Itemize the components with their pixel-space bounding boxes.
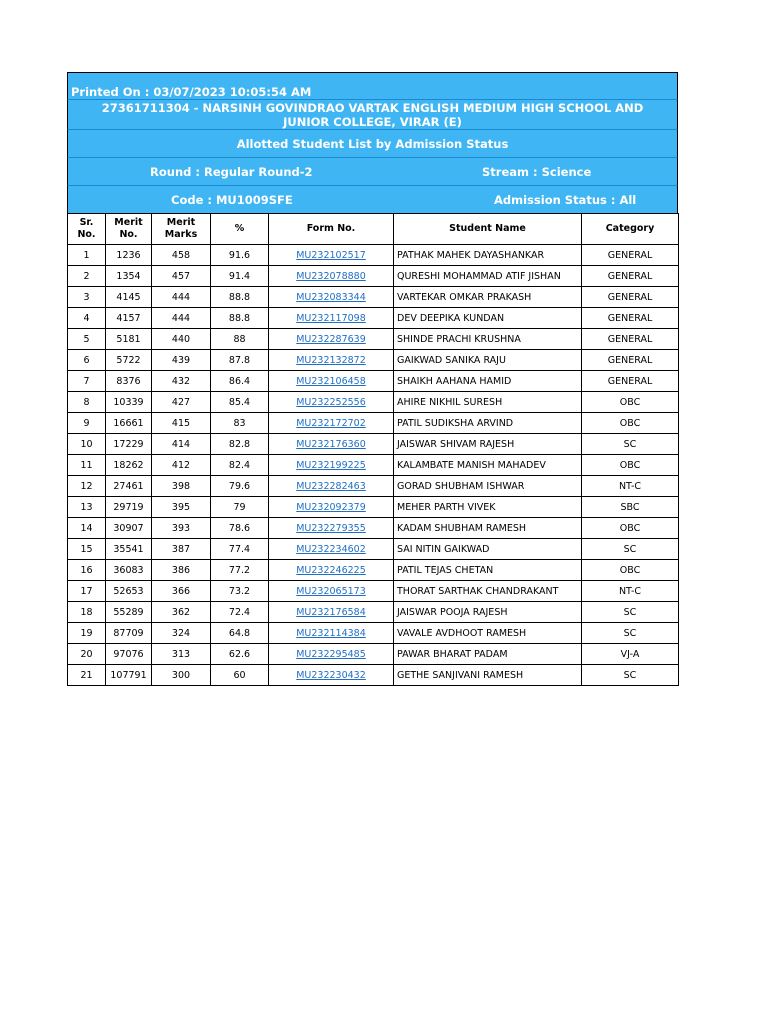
merit-no-cell: 10339 (106, 392, 152, 413)
student-name-cell: PATHAK MAHEK DAYASHANKAR (394, 245, 582, 266)
merit-no-cell: 1354 (106, 266, 152, 287)
table-row (68, 623, 679, 644)
table-row (68, 497, 679, 518)
sr-no-cell: 16 (68, 560, 106, 581)
student-name-cell: JAISWAR SHIVAM RAJESH (394, 434, 582, 455)
merit-marks-cell: 386 (152, 560, 211, 581)
form-no-link[interactable]: MU232132872 (269, 350, 394, 371)
sr-no-cell: 3 (68, 287, 106, 308)
percent-cell: 79.6 (211, 476, 269, 497)
merit-no-cell: 1236 (106, 245, 152, 266)
merit-marks-cell: 398 (152, 476, 211, 497)
merit-no-cell: 29719 (106, 497, 152, 518)
table-row (68, 308, 679, 329)
merit-marks-cell: 414 (152, 434, 211, 455)
school-name-line1: 27361711304 - NARSINH GOVINDRAO VARTAK ENGLISH MEDIUM HIGH SCHOOL AND (101, 100, 644, 115)
sr-no-cell: 10 (68, 434, 106, 455)
merit-marks-cell: 444 (152, 308, 211, 329)
percent-cell: 60 (211, 665, 269, 686)
student-name-cell: MEHER PARTH VIVEK (394, 497, 582, 518)
table-row (68, 539, 679, 560)
category-cell: SC (582, 665, 679, 686)
percent-cell: 87.8 (211, 350, 269, 371)
sr-no-cell: 15 (68, 539, 106, 560)
merit-no-cell: 4157 (106, 308, 152, 329)
merit-marks-cell: 387 (152, 539, 211, 560)
percent-cell: 88.8 (211, 308, 269, 329)
col-merit-no: Merit No. (106, 214, 152, 245)
merit-marks-cell: 458 (152, 245, 211, 266)
merit-marks-cell: 362 (152, 602, 211, 623)
category-cell: VJ-A (582, 644, 679, 665)
col-student-name: Student Name (394, 214, 582, 245)
percent-cell: 79 (211, 497, 269, 518)
table-row (68, 392, 679, 413)
form-no-link[interactable]: MU232176584 (269, 602, 394, 623)
merit-marks-cell: 300 (152, 665, 211, 686)
col-merit-marks: Merit Marks (152, 214, 211, 245)
student-name-cell: SHINDE PRACHI KRUSHNA (394, 329, 582, 350)
table-row (68, 476, 679, 497)
sr-no-cell: 13 (68, 497, 106, 518)
sr-no-cell: 4 (68, 308, 106, 329)
form-no-link[interactable]: MU232092379 (269, 497, 394, 518)
merit-no-cell: 27461 (106, 476, 152, 497)
sr-no-cell: 7 (68, 371, 106, 392)
sr-no-cell: 1 (68, 245, 106, 266)
student-name-cell: KADAM SHUBHAM RAMESH (394, 518, 582, 539)
category-cell: NT-C (582, 476, 679, 497)
student-name-cell: GETHE SANJIVANI RAMESH (394, 665, 582, 686)
form-no-link[interactable]: MU232282463 (269, 476, 394, 497)
category-cell: SC (582, 539, 679, 560)
percent-cell: 86.4 (211, 371, 269, 392)
student-table (67, 213, 679, 686)
merit-marks-cell: 395 (152, 497, 211, 518)
table-row (68, 287, 679, 308)
merit-marks-cell: 444 (152, 287, 211, 308)
percent-cell: 91.4 (211, 266, 269, 287)
report-title: Allotted Student List by Admission Status (67, 129, 678, 157)
table-row (68, 329, 679, 350)
form-no-link[interactable]: MU232230432 (269, 665, 394, 686)
student-name-cell: VARTEKAR OMKAR PRAKASH (394, 287, 582, 308)
category-cell: OBC (582, 518, 679, 539)
table-row (68, 518, 679, 539)
sr-no-cell: 2 (68, 266, 106, 287)
form-no-link[interactable]: MU232172702 (269, 413, 394, 434)
percent-cell: 91.6 (211, 245, 269, 266)
table-row (68, 350, 679, 371)
merit-no-cell: 87709 (106, 623, 152, 644)
col-sr-no: Sr. No. (68, 214, 106, 245)
merit-marks-cell: 324 (152, 623, 211, 644)
sr-no-cell: 19 (68, 623, 106, 644)
merit-marks-cell: 366 (152, 581, 211, 602)
printed-on: Printed On : 03/07/2023 10:05:54 AM (67, 72, 678, 99)
category-cell: SC (582, 623, 679, 644)
sr-no-cell: 6 (68, 350, 106, 371)
percent-cell: 62.6 (211, 644, 269, 665)
merit-no-cell: 5181 (106, 329, 152, 350)
merit-no-cell: 5722 (106, 350, 152, 371)
student-name-cell: QURESHI MOHAMMAD ATIF JISHAN (394, 266, 582, 287)
sr-no-cell: 14 (68, 518, 106, 539)
merit-marks-cell: 432 (152, 371, 211, 392)
form-no-link[interactable]: MU232246225 (269, 560, 394, 581)
merit-marks-cell: 313 (152, 644, 211, 665)
merit-marks-cell: 415 (152, 413, 211, 434)
percent-cell: 83 (211, 413, 269, 434)
form-no-link[interactable]: MU232234602 (269, 539, 394, 560)
merit-no-cell: 35541 (106, 539, 152, 560)
table-row (68, 413, 679, 434)
sr-no-cell: 11 (68, 455, 106, 476)
merit-no-cell: 18262 (106, 455, 152, 476)
merit-no-cell: 107791 (106, 665, 152, 686)
merit-marks-cell: 393 (152, 518, 211, 539)
percent-cell: 77.4 (211, 539, 269, 560)
table-row (68, 581, 679, 602)
student-name-cell: SHAIKH AAHANA HAMID (394, 371, 582, 392)
percent-cell: 73.2 (211, 581, 269, 602)
percent-cell: 85.4 (211, 392, 269, 413)
category-cell: NT-C (582, 581, 679, 602)
table-row (68, 455, 679, 476)
merit-marks-cell: 439 (152, 350, 211, 371)
form-no-link[interactable]: MU232295485 (269, 644, 394, 665)
category-cell: OBC (582, 560, 679, 581)
table-row (68, 560, 679, 581)
student-name-cell: GAIKWAD SANIKA RAJU (394, 350, 582, 371)
round-label: Round : Regular Round-2 (150, 165, 313, 179)
student-name-cell: GORAD SHUBHAM ISHWAR (394, 476, 582, 497)
student-name-cell: JAISWAR POOJA RAJESH (394, 602, 582, 623)
percent-cell: 77.2 (211, 560, 269, 581)
sr-no-cell: 8 (68, 392, 106, 413)
merit-no-cell: 36083 (106, 560, 152, 581)
student-name-cell: DEV DEEPIKA KUNDAN (394, 308, 582, 329)
category-cell: SC (582, 602, 679, 623)
table-row (68, 665, 679, 686)
form-no-link[interactable]: MU232279355 (269, 518, 394, 539)
table-row (68, 266, 679, 287)
table-row (68, 371, 679, 392)
form-no-link[interactable]: MU232065173 (269, 581, 394, 602)
student-name-cell: SAI NITIN GAIKWAD (394, 539, 582, 560)
merit-marks-cell: 412 (152, 455, 211, 476)
percent-cell: 88 (211, 329, 269, 350)
table-header-row (68, 214, 679, 245)
form-no-link[interactable]: MU232078880 (269, 266, 394, 287)
stream-label: Stream : Science (482, 165, 592, 179)
percent-cell: 82.8 (211, 434, 269, 455)
student-name-cell: KALAMBATE MANISH MAHADEV (394, 455, 582, 476)
sr-no-cell: 20 (68, 644, 106, 665)
percent-cell: 88.8 (211, 287, 269, 308)
allotment-report (67, 72, 678, 686)
student-name-cell: PATIL SUDIKSHA ARVIND (394, 413, 582, 434)
sr-no-cell: 9 (68, 413, 106, 434)
merit-marks-cell: 427 (152, 392, 211, 413)
form-no-link[interactable]: MU232176360 (269, 434, 394, 455)
table-row (68, 644, 679, 665)
category-cell: OBC (582, 413, 679, 434)
table-row (68, 245, 679, 266)
category-cell: GENERAL (582, 245, 679, 266)
student-name-cell: PATIL TEJAS CHETAN (394, 560, 582, 581)
merit-no-cell: 52653 (106, 581, 152, 602)
category-cell: GENERAL (582, 329, 679, 350)
sr-no-cell: 17 (68, 581, 106, 602)
sr-no-cell: 5 (68, 329, 106, 350)
merit-no-cell: 30907 (106, 518, 152, 539)
merit-marks-cell: 457 (152, 266, 211, 287)
category-cell: GENERAL (582, 266, 679, 287)
student-name-cell: VAVALE AVDHOOT RAMESH (394, 623, 582, 644)
merit-no-cell: 16661 (106, 413, 152, 434)
form-no-link[interactable]: MU232199225 (269, 455, 394, 476)
sr-no-cell: 18 (68, 602, 106, 623)
form-no-link[interactable]: MU232102517 (269, 245, 394, 266)
category-cell: GENERAL (582, 371, 679, 392)
table-row (68, 434, 679, 455)
category-cell: OBC (582, 455, 679, 476)
percent-cell: 72.4 (211, 602, 269, 623)
code-status-row (67, 185, 678, 213)
merit-no-cell: 17229 (106, 434, 152, 455)
col-percent: % (211, 214, 269, 245)
admission-status-label: Admission Status : All (494, 193, 637, 207)
student-name-cell: PAWAR BHARAT PADAM (394, 644, 582, 665)
form-no-link[interactable]: MU232114384 (269, 623, 394, 644)
col-form-no: Form No. (269, 214, 394, 245)
percent-cell: 78.6 (211, 518, 269, 539)
code-label: Code : MU1009SFE (171, 193, 293, 207)
student-name-cell: AHIRE NIKHIL SURESH (394, 392, 582, 413)
form-no-link[interactable]: MU232117098 (269, 308, 394, 329)
form-no-link[interactable]: MU232287639 (269, 329, 394, 350)
form-no-link[interactable]: MU232252556 (269, 392, 394, 413)
school-name-line2: JUNIOR COLLEGE, VIRAR (E) (283, 114, 462, 129)
sr-no-cell: 12 (68, 476, 106, 497)
col-category: Category (582, 214, 679, 245)
merit-no-cell: 8376 (106, 371, 152, 392)
category-cell: OBC (582, 392, 679, 413)
merit-no-cell: 4145 (106, 287, 152, 308)
school-name (67, 99, 678, 129)
student-name-cell: THORAT SARTHAK CHANDRAKANT (394, 581, 582, 602)
form-no-link[interactable]: MU232106458 (269, 371, 394, 392)
category-cell: SC (582, 434, 679, 455)
merit-marks-cell: 440 (152, 329, 211, 350)
table-row (68, 602, 679, 623)
round-stream-row (67, 157, 678, 185)
percent-cell: 64.8 (211, 623, 269, 644)
percent-cell: 82.4 (211, 455, 269, 476)
merit-no-cell: 55289 (106, 602, 152, 623)
form-no-link[interactable]: MU232083344 (269, 287, 394, 308)
category-cell: GENERAL (582, 287, 679, 308)
sr-no-cell: 21 (68, 665, 106, 686)
category-cell: SBC (582, 497, 679, 518)
category-cell: GENERAL (582, 350, 679, 371)
category-cell: GENERAL (582, 308, 679, 329)
merit-no-cell: 97076 (106, 644, 152, 665)
